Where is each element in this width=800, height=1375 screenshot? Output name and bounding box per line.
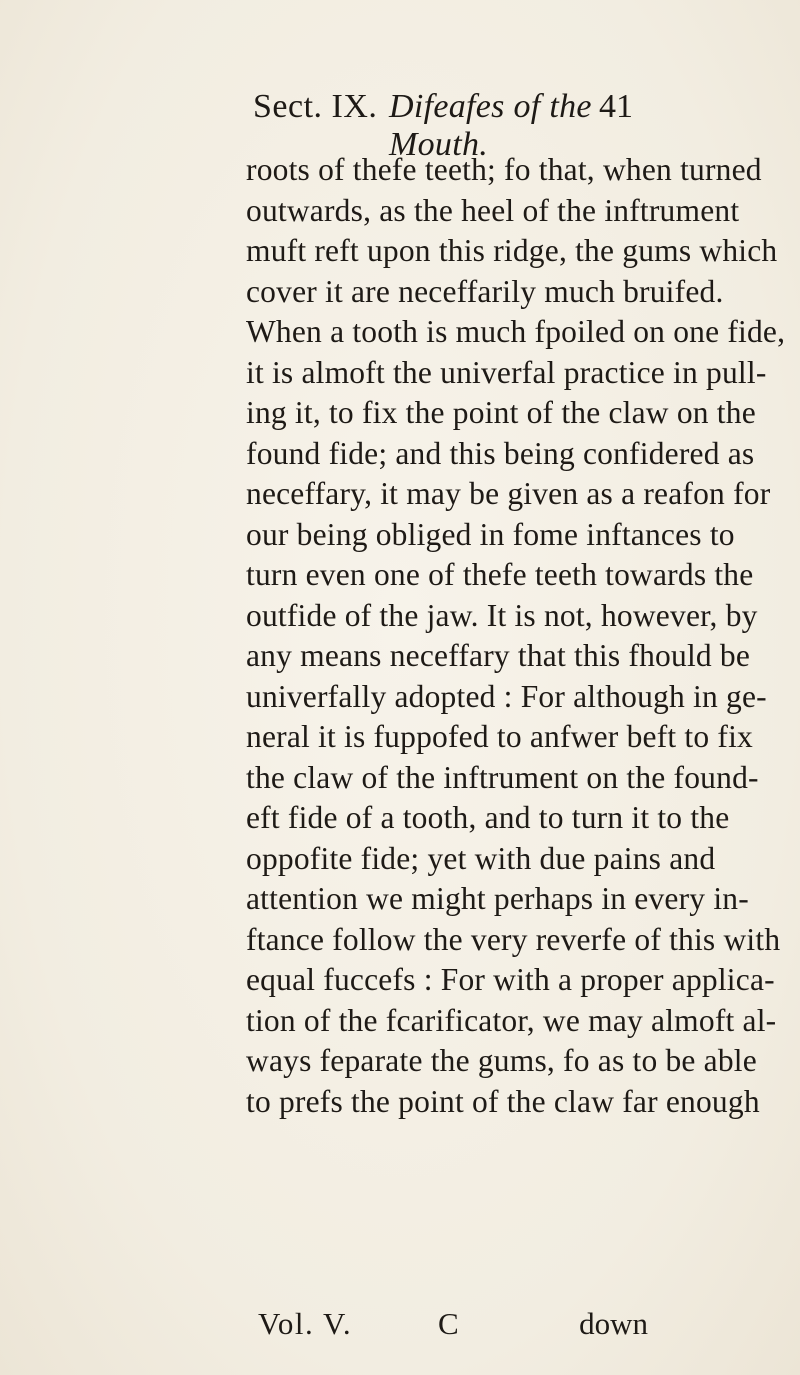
- text-line: cover it are neceffarily much bruifed.: [246, 273, 724, 309]
- text-line: ways feparate the gums, fo as to be able: [246, 1043, 757, 1078]
- text-line: it is almoft the univerfal practice in pull-: [246, 354, 767, 390]
- text-line: muft reft upon this ridge, the gums which: [246, 233, 778, 268]
- text-line: univerfally adopted : For although in ge-: [246, 678, 767, 714]
- section-label: Sect. IX.: [253, 88, 378, 125]
- text-line: When a tooth is much fpoiled on one fide,: [246, 314, 786, 349]
- volume-label: Vol. V.: [258, 1306, 353, 1341]
- text-line: tion of the fcarificator, we may almoft al-: [246, 1002, 777, 1038]
- page-number: 41: [599, 88, 633, 125]
- text-line: our being obliged in fome inftances to: [246, 516, 735, 552]
- text-line: ftance follow the very reverfe of this with: [246, 921, 781, 957]
- text-line: to prefs the point of the claw far enough: [246, 1083, 760, 1119]
- text-line: found fide; and this being confidered as: [246, 435, 755, 471]
- text-line: equal fuccefs : For with a proper applica-: [246, 962, 775, 997]
- text-line: any means neceffary that this fhould be: [246, 638, 751, 673]
- running-title: Difeafes of the Mouth.: [389, 88, 592, 163]
- text-line: ing it, to fix the point of the claw on the: [246, 395, 756, 430]
- text-line: neceffary, it may be given as a reafon for: [246, 476, 771, 511]
- text-line: outwards, as the heel of the inftrument: [246, 192, 740, 228]
- catchword: down: [579, 1306, 648, 1341]
- text-line: roots of thefe teeth; fo that, when turned: [246, 152, 762, 187]
- text-line: the claw of the inftrument on the found-: [246, 759, 759, 795]
- text-line: turn even one of thefe teeth towards the: [246, 557, 754, 592]
- page-header: [253, 88, 633, 163]
- text-line: outfide of the jaw. It is not, however, by: [246, 597, 758, 633]
- page-footer: [258, 1306, 648, 1346]
- text-line: neral it is fuppofed to anfwer beft to fix: [246, 719, 753, 754]
- text-line: oppofite fide; yet with due pains and: [246, 840, 716, 876]
- text-line: attention we might perhaps in every in-: [246, 881, 749, 916]
- signature-mark: C: [438, 1306, 459, 1341]
- body-text: [246, 150, 786, 1122]
- text-line: eft fide of a tooth, and to turn it to the: [246, 800, 730, 835]
